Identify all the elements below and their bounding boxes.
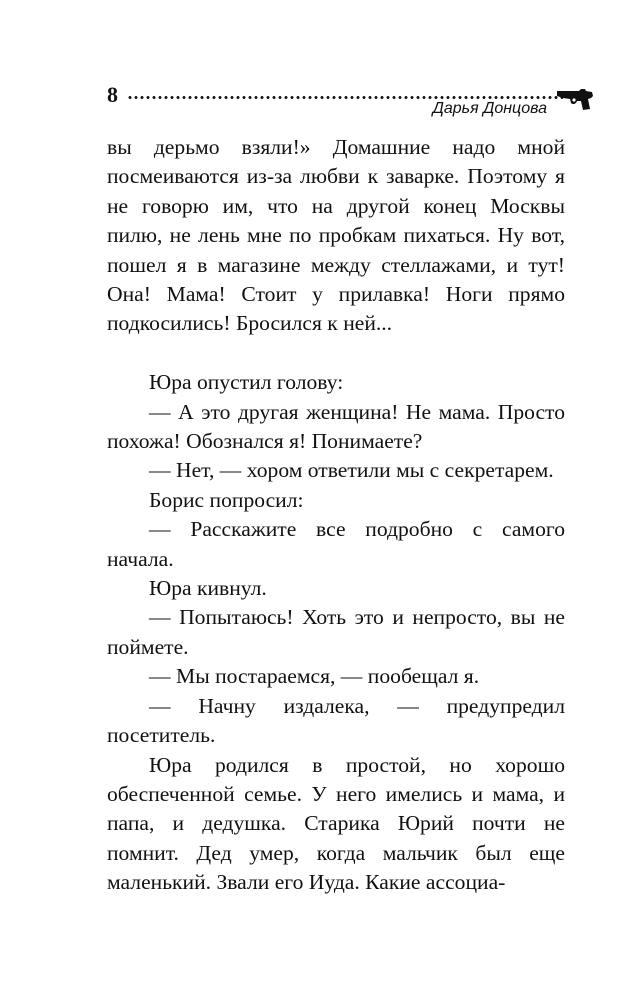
page-number: 8 (107, 82, 118, 107)
paragraph: Юра кивнул. (149, 576, 267, 601)
paragraph: — Мы постараемся, — пообещал я. (149, 664, 480, 689)
body-text (107, 133, 565, 898)
paragraph: Юра опустил голову: (149, 370, 344, 395)
paragraph: — Начну издалека, — предупредил посетитель. (107, 693, 565, 748)
revolver-icon (555, 82, 595, 112)
paragraph: Юра родился в простой, но хорошо обеспеченной семье. У него имелись и мама, и папа, и дедушка. Старика Юрий почти не помнит. Дед умер, когда мальчик был еще маленький. Звали его Иуда. Какие ассоциа- (107, 752, 565, 895)
running-header (107, 78, 595, 118)
paragraph: вы дерьмо взяли!» Домашние надо мной посмеиваются из-за любви к заварке. Поэтому я не говорю им, что на другой конец Москвы пилю, не лень мне по пробкам пихаться. Ну вот, пошел я в магазине между стеллажами, и тут! Она! Мама! Стоит у прилавка! Ноги прямо подкосились! Бросился к ней... (107, 135, 565, 336)
paragraph: Борис попросил: (149, 487, 304, 512)
paragraph: — Нет, — хором ответили мы с секретарем. (149, 458, 554, 483)
author-name: Дарья Донцова (432, 100, 547, 117)
paragraph: — А это другая женщина! Не мама. Просто похожа! Обознался я! Понимаете? (107, 399, 565, 454)
paragraph: — Расскажите все подробно с самого начала. (107, 517, 565, 571)
paragraph: — Попытаюсь! Хоть это и непросто, вы не поймете. (107, 605, 565, 659)
dotted-leader (127, 96, 563, 99)
